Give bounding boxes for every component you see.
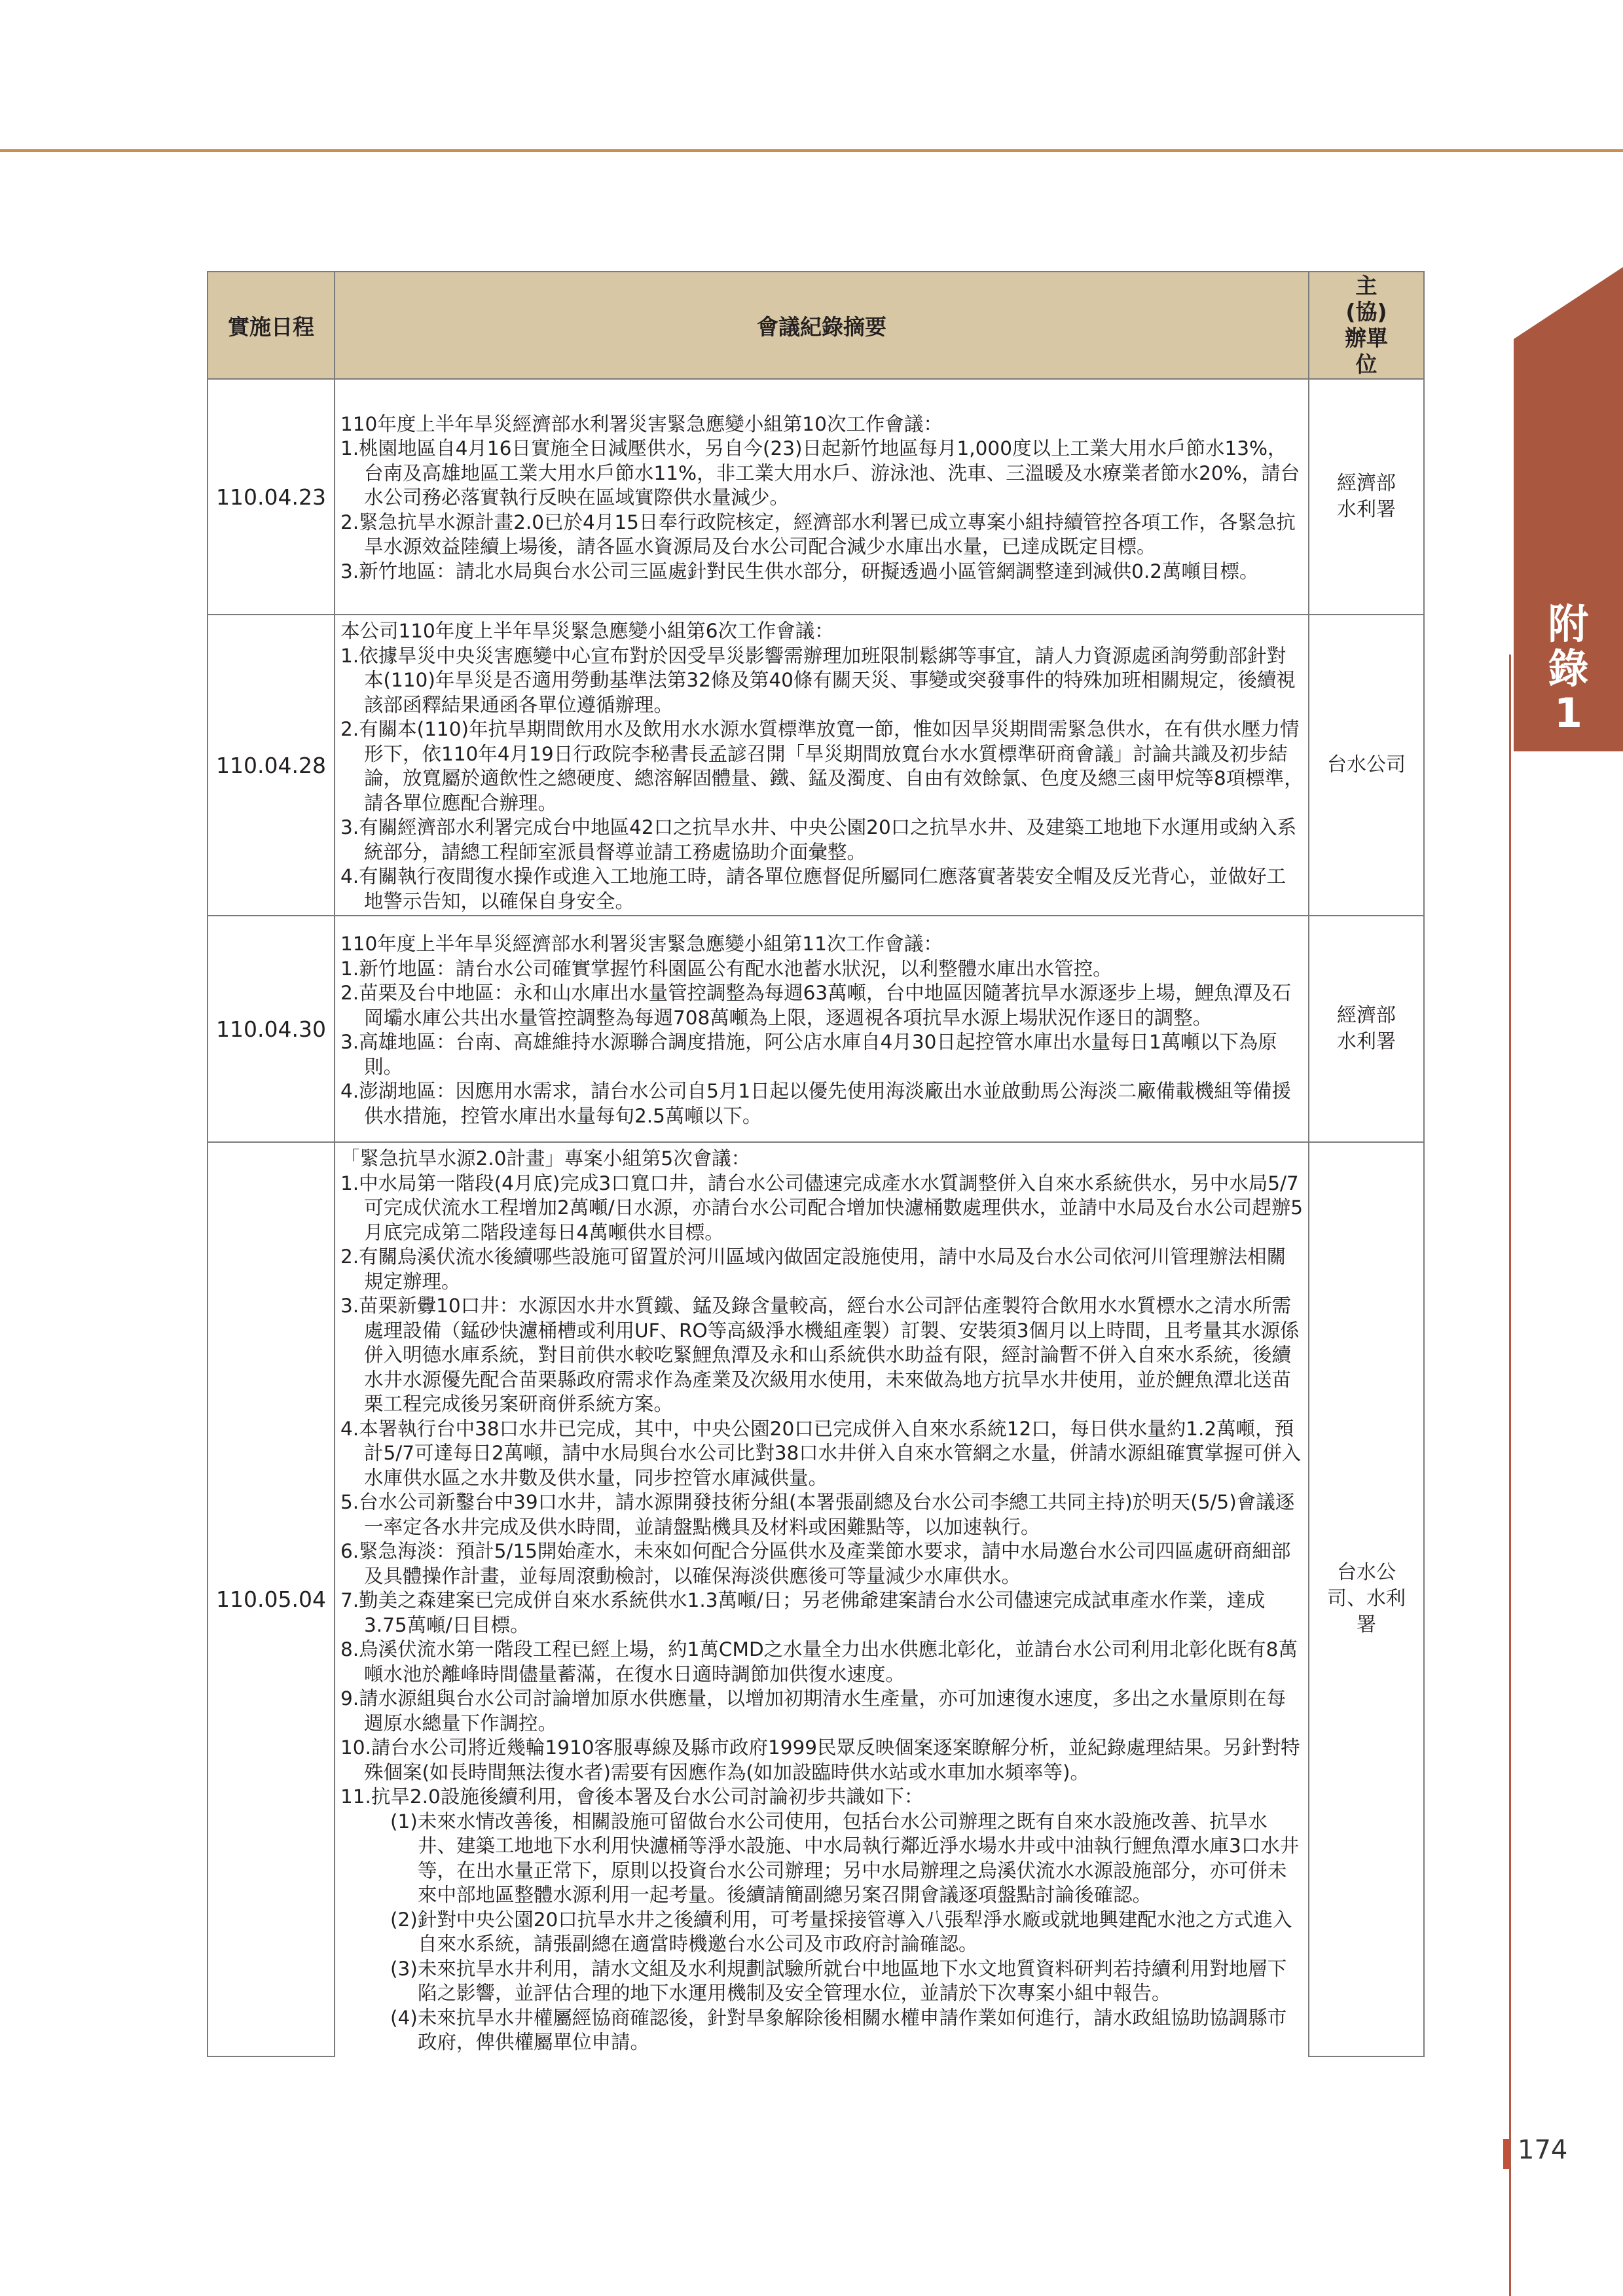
minute-item: 3.有關經濟部水利署完成台中地區42口之抗旱水井、中央公園20口之抗旱水井、及建築工地地下水運用或納入系統部分，請總工程師室派員督導並請工務處協助介面彙整。 [340, 816, 1297, 863]
minute-item: 3.新竹地區：請北水局與台水公司三區處針對民生供水部分，研擬透過小區管網調整達到減供0.2萬噸目標。 [340, 560, 1259, 583]
minute-item: 3.苗栗新釁10口井：水源因水井水質鐵、錳及錄含量較高，經台水公司評估產製符合飲用水水質標水之清水所需處理設備（錳砂快濾桶槽或利用UF、RO等高級淨水機組產製）訂製、安裝須3個月以上時間，且考量其水源係併入明德水庫系統，對目前供水較吃緊鯉魚潭及永和山系統供水助益有限，經討論暫不併入自來水系統，後續水井水源優先配合苗栗縣政府需求作為產業及次級用水使用，未來做為地方抗旱水井使用，並於鯉魚潭北送苗栗工程完成後另案研商併系統方案。 [340, 1295, 1300, 1415]
header-unit-label: 主(協)辦單位 [1345, 273, 1388, 377]
minute-item: 2.緊急抗旱水源計畫2.0已於4月15日奉行政院核定，經濟部水利署已成立專案小組持續管控各項工作，各緊急抗旱水源效益陸續上場後，請各區水資源局及台水公司配合減少水庫出水量，已達成既定目標。 [340, 511, 1296, 558]
row-unit-label: 經濟部水利署 [1337, 472, 1396, 521]
header-summary: 會議紀錄摘要 [335, 272, 1309, 379]
minute-item: 8.烏溪伏流水第一階段工程已經上場，約1萬CMD之水量全力出水供應北彰化，並請台水公司利用北彰化既有8萬噸水池於離峰時間儘量蓄滿，在復水日適時調節加供復水速度。 [340, 1638, 1298, 1685]
appendix-tab [1514, 563, 1623, 753]
row-summary [335, 916, 1309, 1142]
appendix-tab-char: 附 [1548, 600, 1589, 648]
header-date: 實施日程 [208, 272, 335, 379]
minute-item: 2.有關本(110)年抗旱期間飲用水及飲用水水源水質標準放寬一節，惟如因旱災期間需緊急供水，在有供水壓力情形下，依110年4月19日行政院李秘書長孟諺召開「旱災期間放寬台水水質標準研商會議」討論共識及初步結論，放寬屬於適飲性之總硬度、總溶解固體量、鐵、錳及濁度、自由有效餘氯、色度及總三鹵甲烷等8項標準，請各單位應配合辦理。 [340, 718, 1304, 814]
minute-subitem: (3)未來抗旱水井利用，請水文組及水利規劃試驗所就台中地區地下水文地質資料研判若持續利用對地層下陷之影響，並評估合理的地下水運用機制及安全管理水位，並請於下次專案小組中報告。 [390, 1957, 1287, 2004]
minute-item: 10.請台水公司將近幾輪1910客服專線及縣市政府1999民眾反映個案逐案瞭解分析，並紀錄處理結果。另針對特殊個案(如長時間無法復水者)需要有因應作為(如加設臨時供水站或水車加水頻率等)。 [340, 1736, 1300, 1784]
table-header-row [208, 272, 1424, 379]
header-unit [1309, 272, 1424, 379]
row-date: 110.05.04 [208, 1142, 335, 2056]
row-unit: 台水公司 [1309, 615, 1424, 916]
minute-item: 7.勤美之森建案已完成併自來水系統供水1.3萬噸/日；另老佛爺建案請台水公司儘速完成試車產水作業，達成3.75萬噸/日目標。 [340, 1589, 1266, 1636]
minute-item: 11.抗旱2.0設施後續利用，會後本署及台水公司討論初步共識如下： [340, 1785, 924, 1808]
side-rule [1509, 655, 1511, 2296]
appendix-tab-shape [1514, 267, 1623, 1838]
minute-item: 3.高雄地區：台南、高雄維持水源聯合調度措施，阿公店水庫自4月30日起控管水庫出水量每日1萬噸以下為原則。 [340, 1031, 1277, 1078]
meeting-title: 「緊急抗旱水源2.0計畫」專案小組第5次會議： [340, 1147, 751, 1170]
minute-item: 1.中水局第一階段(4月底)完成3口寬口井，請台水公司儘速完成產水水質調整併入自來水系統供水，另中水局5/7可完成伏流水工程增加2萬噸/日水源，亦請台水公司配合增加快濾桶數處理供水，並請中水局及台水公司趕辦5月底完成第二階段達每日4萬噸供水目標。 [340, 1172, 1303, 1244]
row-unit [1309, 916, 1424, 1142]
minute-subitem: (4)未來抗旱水井權屬經協商確認後，針對旱象解除後相關水權申請作業如何進行，請水政組協助協調縣市政府，俾供權屬單位申請。 [390, 2006, 1287, 2053]
row-summary [335, 379, 1309, 615]
row-summary [335, 1142, 1309, 2056]
minute-item: 1.桃園地區自4月16日實施全日減壓供水，另自今(23)日起新竹地區每月1,000度以上工業大用水戶節水13%，台南及高雄地區工業大用水戶節水11%，非工業大用水戶、游泳池、洗車、三溫暖及水療業者節水20%，請台水公司務必落實執行反映在區域實際供水量減少。 [340, 437, 1300, 509]
table-row [208, 916, 1424, 1142]
page-number-marker [1503, 2139, 1510, 2169]
minute-item: 4.澎湖地區：因應用水需求，請台水公司自5月1日起以優先使用海淡廠出水並啟動馬公海淡二廠備載機組等備援供水措施，控管水庫出水量每旬2.5萬噸以下。 [340, 1080, 1292, 1127]
minute-item: 2.苗栗及台中地區：永和山水庫出水量管控調整為每週63萬噸，台中地區因隨著抗旱水源逐步上場，鯉魚潭及石岡壩水庫公共出水量管控調整為每週708萬噸為上限，逐週視各項抗旱水源上場狀況作逐日的調整。 [340, 982, 1292, 1029]
minute-item: 2.有關烏溪伏流水後續哪些設施可留置於河川區域內做固定設施使用，請中水局及台水公司依河川管理辦法相關規定辦理。 [340, 1246, 1286, 1293]
row-unit-label: 經濟部水利署 [1337, 1004, 1396, 1053]
meeting-title: 本公司110年度上半年旱災緊急應變小組第6次工作會議： [340, 620, 834, 642]
row-unit [1309, 1142, 1424, 2056]
row-summary [335, 615, 1309, 916]
meeting-title: 110年度上半年旱災經濟部水利署災害緊急應變小組第10次工作會議： [340, 412, 943, 435]
minute-item: 4.本署執行台中38口水井已完成，其中，中央公園20口已完成併入自來水系統12口，每日供水量約1.2萬噸，預計5/7可達每日2萬噸，請中水局與台水公司比對38口水井併入自來水管網之水量，併請水源組確實掌握可併入水庫供水區之水井數及供水量，同步控管水庫減供量。 [340, 1417, 1302, 1489]
appendix-tab-number: 1 [1554, 689, 1583, 738]
page-number: 174 [1518, 2135, 1568, 2165]
header-rule [0, 149, 1623, 152]
meeting-title: 110年度上半年旱災經濟部水利署災害緊急應變小組第11次工作會議： [340, 933, 943, 955]
row-date: 110.04.28 [208, 615, 335, 916]
minute-subitem: (2)針對中央公園20口抗旱水井之後續利用，可考量採接管導入八張犁淨水廠或就地興建配水池之方式進入自來水系統，請張副總在適當時機邀台水公司及市政府討論確認。 [390, 1908, 1292, 1955]
row-date: 110.04.23 [208, 379, 335, 615]
meeting-minutes-table [207, 271, 1425, 2057]
minute-item: 1.新竹地區：請台水公司確實掌握竹科園區公有配水池蓄水狀況，以利整體水庫出水管控。 [340, 957, 1112, 980]
row-date: 110.04.30 [208, 916, 335, 1142]
table-row [208, 379, 1424, 615]
minute-item: 4.有關執行夜間復水操作或進入工地施工時，請各單位應督促所屬同仁應落實著裝安全帽及反光背心，並做好工地警示告知，以確保自身安全。 [340, 865, 1286, 912]
table-row [208, 1142, 1424, 2056]
minute-item: 6.緊急海淡：預計5/15開始產水，未來如何配合分區供水及產業節水要求，請中水局邀台水公司四區處研商細部及具體操作計畫，並每周滾動檢討，以確保海淡供應後可等量減少水庫供水。 [340, 1540, 1291, 1587]
minute-item: 5.台水公司新鑿台中39口水井，請水源開發技術分組(本署張副總及台水公司李總工共同主持)於明天(5/5)會議逐一率定各水井完成及供水時間，並請盤點機具及材料或困難點等，以加速執行。 [340, 1491, 1295, 1538]
minute-item: 1.依據旱災中央災害應變中心宣布對於因受旱災影響需辦理加班限制鬆綁等事宜，請人力資源處函詢勞動部針對本(110)年旱災是否適用勞動基準法第32條及第40條有關天災、事變或突發事件的特殊加班相關規定，後續視該部函釋結果通函各單位遵循辦理。 [340, 644, 1296, 716]
appendix-tab-char: 錄 [1548, 645, 1589, 693]
row-unit-label: 台水公司、水利署 [1327, 1561, 1406, 1637]
row-unit [1309, 379, 1424, 615]
minute-subitem: (1)未來水情改善後，相關設施可留做台水公司使用，包括台水公司辦理之既有自來水設施改善、抗旱水井、建築工地地下水利用快濾桶等淨水設施、中水局執行鄰近淨水場水井或中油執行鯉魚潭水庫3口水井等，在出水量正常下，原則以投資台水公司辦理；另中水局辦理之烏溪伏流水水源設施部分，亦可併未來中部地區整體水源利用一起考量。後續請簡副總另案召開會議逐項盤點討論後確認。 [390, 1810, 1300, 1906]
minute-item: 9.請水源組與台水公司討論增加原水供應量，以增加初期清水生產量，亦可加速復水速度，多出之水量原則在每週原水總量下作調控。 [340, 1687, 1286, 1734]
table-row [208, 615, 1424, 916]
